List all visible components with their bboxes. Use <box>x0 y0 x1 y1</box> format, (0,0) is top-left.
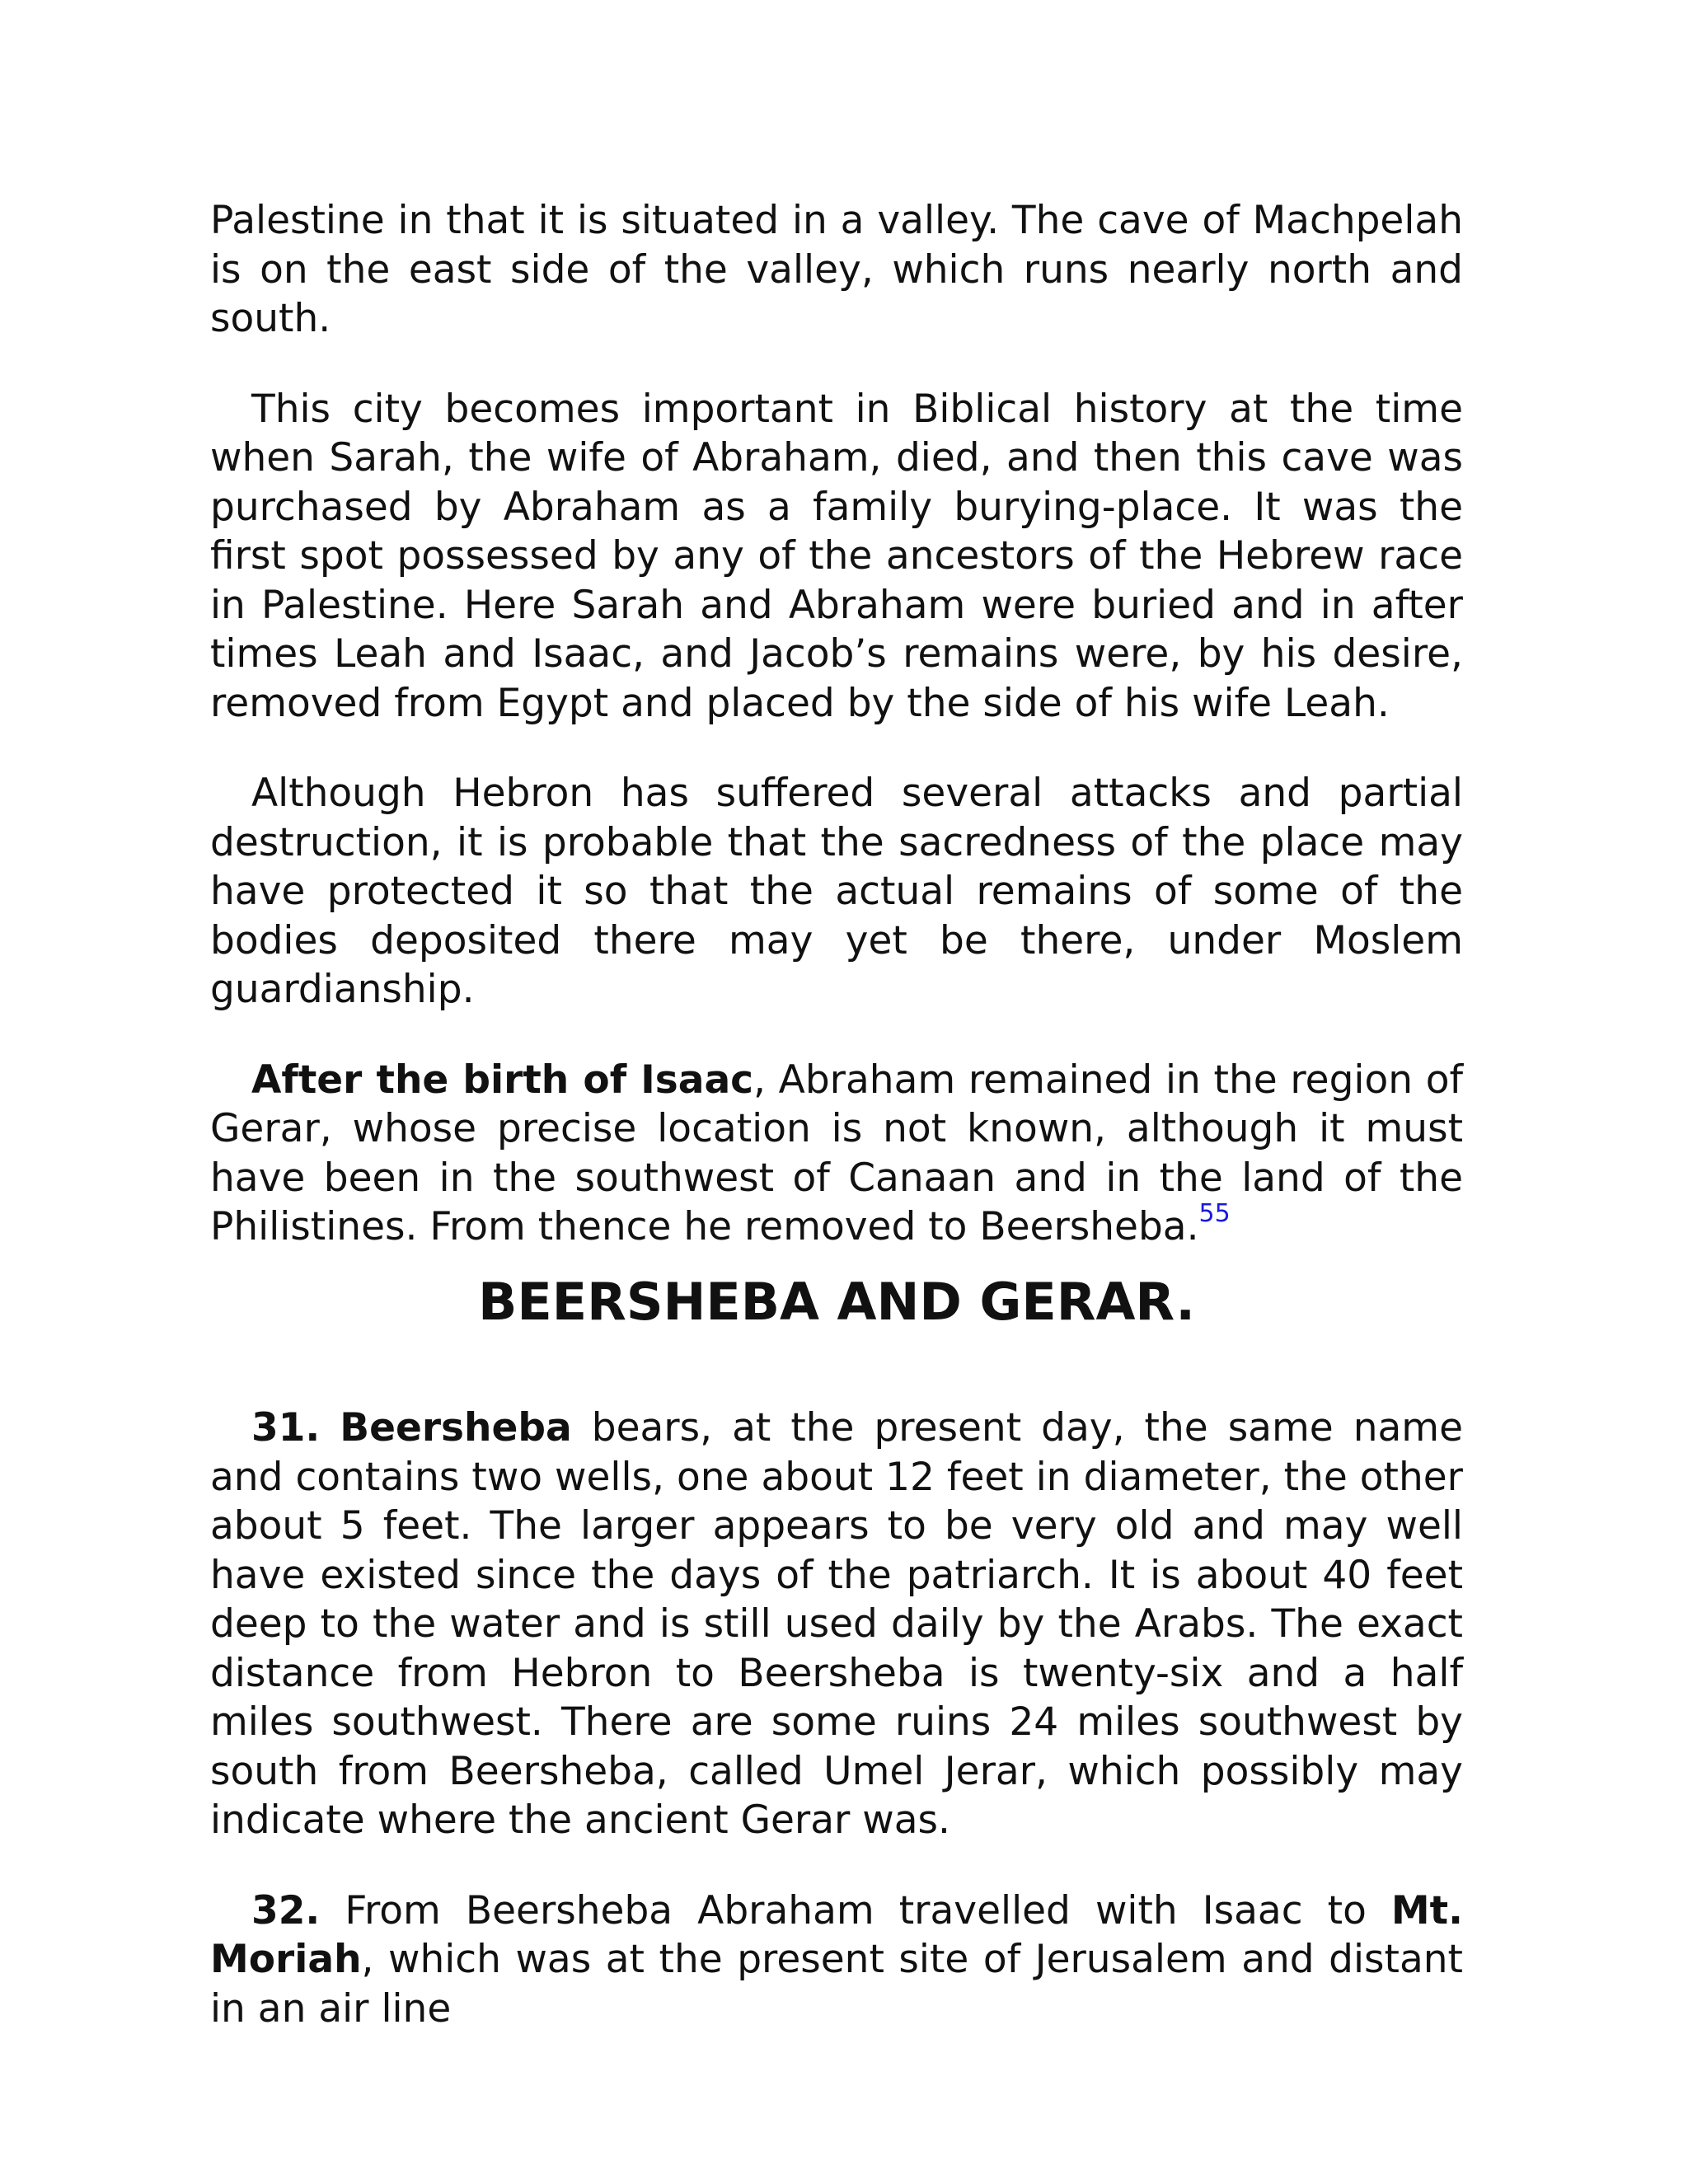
paragraph-isaac-birth <box>210 1056 1463 1252</box>
section-beersheba <box>210 1404 1463 2033</box>
paragraph-number: 31. <box>251 1405 321 1451</box>
paragraph-number: 32. <box>251 1887 321 1933</box>
bold-term-mt-moriah: Mt. Moriah <box>210 1887 1463 1982</box>
paragraph-text: bears, at the present day, the same name and contains two wells, one about 12 feet in diameter, the other about 5 feet. The larger appears to be very old and may well have existed since the days of the patriarch. It is about 40 feet deep to the water and is still used daily by the Arabs. The exact distance from Hebron to Beersheba is twenty-six and a half miles southwest. There are some ruins 24 miles southwest by south from Beersheba, called Umel Jerar, which possibly may indicate where the ancient Gerar was. <box>210 1405 1463 1843</box>
paragraph-hebron-destruction: Although Hebron has suffered several attacks and partial destruction, it is probable that the sacredness of the place may have protected it so that the actual remains of some of the bodies deposited there may yet be there, under Moslem guardianship. <box>210 771 1463 1012</box>
paragraph-32 <box>210 1886 1463 2034</box>
section-heading: BEERSHEBA AND GERAR. <box>478 1272 1195 1332</box>
page-body <box>210 196 1464 2032</box>
bold-term-beersheba: Beersheba <box>340 1405 572 1451</box>
paragraph-hebron-history: This city becomes important in Biblical history at the time when Sarah, the wife of Abraham, died, and then this cave was purchased by Abraham as a family burying-place. It was the first spot possessed by any of the ancestors of the Hebrew race in Palestine. Here Sarah and Abraham were buried and in after times Leah and Isaac, and Jacob’s remains were, by his desire, removed from Egypt and placed by the side of his wife Leah. <box>210 386 1463 726</box>
bold-phrase-isaac-birth: After the birth of Isaac <box>251 1057 754 1103</box>
footnote-link[interactable]: 55 <box>1198 1199 1231 1228</box>
paragraph-text: From Beersheba Abraham travelled with Isaac to <box>320 1887 1391 1933</box>
paragraph-text: , Abraham remained in the region of Gerar, whose precise location is not known, although it must have been in the southwest of Canaan and in the land of the Philistines. From thence he removed to Beersheba. <box>210 1057 1464 1249</box>
paragraph-text: , which was at the present site of Jerusalem and distant in an air line <box>210 1937 1463 2032</box>
paragraph-continuation: Palestine in that it is situated in a valley. The cave of Machpelah is on the east side of the valley, which runs nearly north and south. <box>210 198 1463 341</box>
paragraph-31 <box>210 1404 1463 1845</box>
